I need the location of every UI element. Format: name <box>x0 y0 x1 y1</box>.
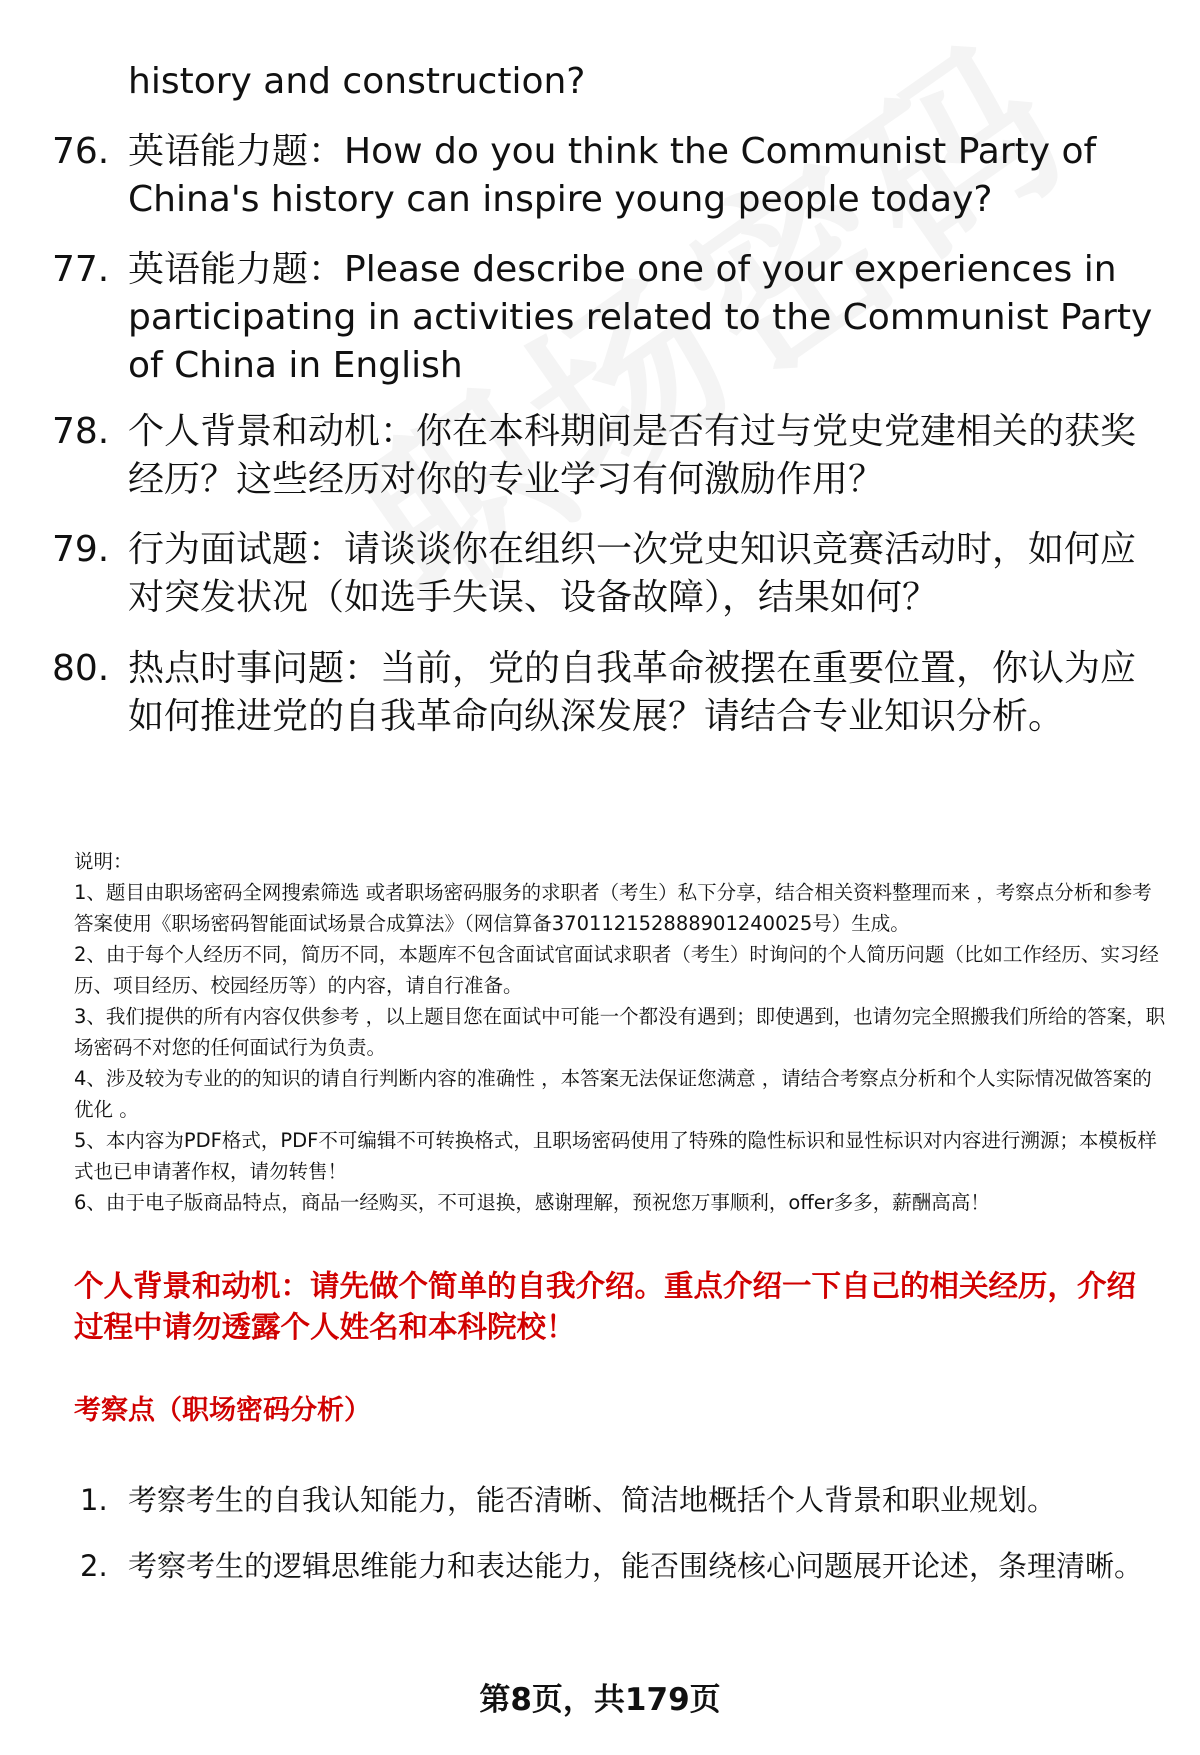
question-text: 热点时事问题：当前，党的自我革命被摆在重要位置，你认为应如何推进党的自我革命向纵深发展？请结合专业知识分析。 <box>128 648 1137 737</box>
note-item: 4、涉及较为专业的的知识的请自行判断内容的准确性 ，本答案无法保证您满意 ，请结合考察点分析和个人实际情况做答案的优化 。 <box>74 1067 1152 1121</box>
analysis-point <box>80 1470 1160 1530</box>
question-text: 个人背景和动机：你在本科期间是否有过与党史党建相关的获奖经历？这些经历对你的专业学习有何激励作用？ <box>128 411 1137 500</box>
note-item: 5、本内容为PDF格式，PDF不可编辑不可转换格式，且职场密码使用了特殊的隐性标识和显性标识对内容进行溯源；本模板样式也已申请著作权，请勿转售！ <box>74 1129 1157 1183</box>
analysis-point <box>80 1536 1160 1596</box>
analysis-heading: 考察点（职场密码分析） <box>74 1395 371 1426</box>
question-item <box>52 526 1162 622</box>
point-number: 1. <box>80 1483 108 1517</box>
point-text: 考察考生的自我认知能力，能否清晰、简洁地概括个人背景和职业规划。 <box>128 1483 1057 1517</box>
question-item <box>52 408 1162 504</box>
page-footer: 第8页，共179页 <box>479 1682 721 1718</box>
question-text: 英语能力题：How do you think the Communist Party of China's history can inspire young people today? <box>128 131 1097 220</box>
question-text: 行为面试题：请谈谈你在组织一次党史知识竞赛活动时，如何应对突发状况（如选手失误、设备故障），结果如何？ <box>128 529 1137 618</box>
point-number: 2. <box>80 1549 108 1583</box>
note-item: 1、题目由职场密码全网搜索筛选 或者职场密码服务的求职者（考生）私下分享，结合相关资料整理而来 ，考察点分析和参考答案使用《职场密码智能面试场景合成算法》（网信算备370112152888901240025号）生成。 <box>74 881 1152 935</box>
point-text: 考察考生的逻辑思维能力和表达能力，能否围绕核心问题展开论述，条理清晰。 <box>128 1549 1144 1583</box>
question-number: 79. <box>52 529 110 570</box>
highlighted-question: 个人背景和动机：请先做个简单的自我介绍。重点介绍一下自己的相关经历，介绍过程中请勿透露个人姓名和本科院校！ <box>74 1269 1137 1344</box>
question-item <box>52 246 1162 390</box>
notes-heading: 说明： <box>74 850 133 873</box>
question-continuation: history and construction? <box>128 61 586 102</box>
question-number: 77. <box>52 249 110 290</box>
question-item <box>52 645 1162 741</box>
notes-section <box>74 846 1166 1218</box>
question-item <box>52 128 1162 224</box>
question-number: 76. <box>52 131 110 172</box>
question-number: 78. <box>52 411 110 452</box>
note-item: 2、由于每个人经历不同，简历不同，本题库不包含面试官面试求职者（考生）时询问的个人简历问题（比如工作经历、实习经历、项目经历、校园经历等）的内容，请自行准备。 <box>74 943 1159 997</box>
analysis-points <box>80 1470 1160 1602</box>
question-number: 80. <box>52 648 110 689</box>
question-text: 英语能力题：Please describe one of your experiences in participating in activities related to the Communist Party of China in English <box>128 249 1153 386</box>
note-item: 6、由于电子版商品特点，商品一经购买，不可退换，感谢理解，预祝您万事顺利，offer多多，薪酬高高！ <box>74 1191 990 1214</box>
note-item: 3、我们提供的所有内容仅供参考 ，以上题目您在面试中可能一个都没有遇到；即使遇到，也请勿完全照搬我们所给的答案，职场密码不对您的任何面试行为负责。 <box>74 1005 1166 1059</box>
